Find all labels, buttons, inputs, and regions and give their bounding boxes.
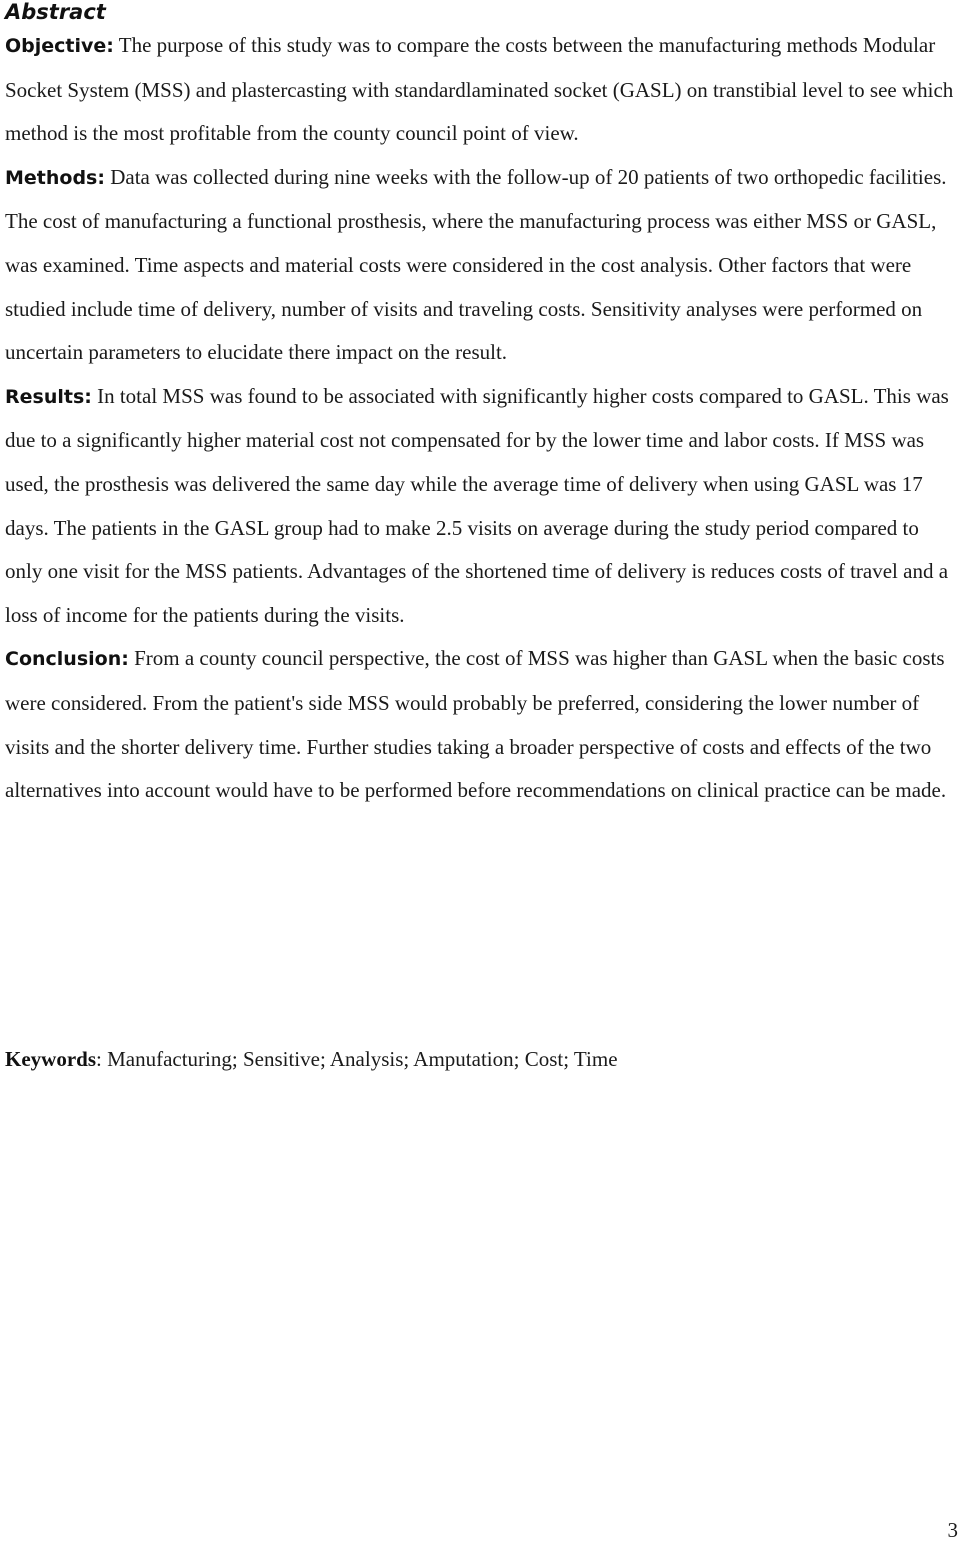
keywords-text: : Manufacturing; Sensitive; Analysis; Amputation; Cost; Time (96, 1047, 618, 1071)
conclusion-label: Conclusion: (5, 648, 129, 671)
keywords-paragraph (5, 1038, 618, 1082)
page-number: 3 (947, 1518, 958, 1542)
results-paragraph (5, 375, 957, 638)
methods-text: Data was collected during nine weeks with the follow-up of 20 patients of two orthopedic facilities. The cost of manufacturing a functional prosthesis, where the manufacturing process was either MSS or GASL, was examined. Time aspects and material costs were considered in the cost analysis. Other factors that were studied include time of delivery, number of visits and traveling costs. Sensitivity analyses were performed on uncertain parameters to elucidate there impact on the result. (5, 164, 947, 365)
methods-paragraph (5, 156, 957, 375)
conclusion-text: From a county council perspective, the cost of MSS was higher than GASL when the basic costs were considered. From the patient's side MSS would probably be preferred, considering the lower number of visits and the shorter delivery time. Further studies taking a broader perspective of costs and effects of the two alternatives into account would have to be performed before recommendations on clinical practice can be made. (5, 646, 947, 803)
objective-paragraph (5, 24, 957, 156)
results-text: In total MSS was found to be associated with significantly higher costs compared to GASL. This was due to a significantly higher material cost not compensated for by the lower time and labor costs. If MSS was used, the prosthesis was delivered the same day while the average time of delivery when using GASL was 17 days. The patients in the GASL group had to make 2.5 visits on average during the study period compared to only one visit for the MSS patients. Advantages of the shortened time of delivery is reduces costs of travel and a loss of income for the patients during the visits. (5, 383, 949, 627)
document-page (5, 0, 957, 1071)
objective-label: Objective: (5, 35, 114, 57)
results-label: Results: (5, 385, 92, 408)
methods-label: Methods: (5, 166, 105, 189)
keywords-label: Keywords (5, 1047, 96, 1071)
objective-text: The purpose of this study was to compare the costs between the manufacturing methods Modular Socket System (MSS) and plastercasting with standardlaminated socket (GASL) on transtibial level to see which method is the most profitable from the county council point of view. (5, 33, 954, 146)
abstract-heading: Abstract (5, 0, 106, 24)
conclusion-paragraph (5, 637, 957, 812)
